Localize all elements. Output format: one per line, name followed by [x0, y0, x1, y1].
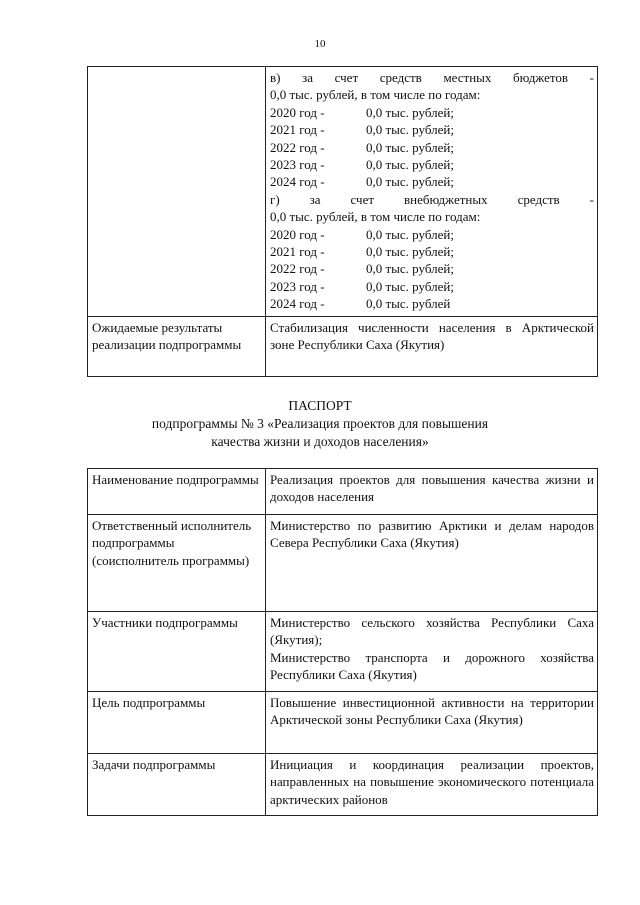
row-value: Повышение инвестиционной активности на территории Арктической зоны Республики Саха (Якутия): [266, 692, 598, 754]
passport-subtitle: подпрограммы № 3 «Реализация проектов для повышения: [151, 416, 489, 431]
extra-budget-total: 0,0 тыс. рублей, в том числе по годам:: [270, 209, 481, 225]
passport-subtitle: качества жизни и доходов населения»: [211, 434, 429, 449]
list-item: 2022 год - 0,0 тыс. рублей;: [270, 261, 454, 277]
table-row: [88, 612, 598, 692]
table-row: [88, 692, 598, 754]
local-budget-heading: в) за счет средств местных бюджетов -: [270, 70, 594, 85]
list-item: 2021 год - 0,0 тыс. рублей;: [270, 244, 454, 260]
page-number: 10: [314, 38, 326, 50]
list-item: 2024 год - 0,0 тыс. рублей;: [270, 174, 454, 190]
empty-label-cell: [88, 67, 266, 317]
passport-heading: [0, 397, 640, 451]
funding-table: [87, 66, 598, 377]
funding-cell: [266, 67, 598, 317]
list-item: 2020 год - 0,0 тыс. рублей;: [270, 104, 454, 120]
row-value: [266, 612, 598, 692]
row-label: Участники подпрограммы: [88, 612, 266, 692]
list-item: 2023 год - 0,0 тыс. рублей;: [270, 278, 454, 294]
participant-item: Министерство сельского хозяйства Республики Саха (Якутия);: [270, 615, 594, 648]
extra-budget-heading: г) за счет внебюджетных средств -: [270, 191, 594, 207]
participant-item: Министерство транспорта и дорожного хозяйства Республики Саха (Якутия): [270, 649, 594, 683]
passport-table: [87, 468, 598, 816]
row-value: Инициация и координация реализации проектов, направленных на повышение экономического потенциала арктических районов: [266, 754, 598, 816]
list-item: 2021 год - 0,0 тыс. рублей;: [270, 122, 454, 138]
table-row: [88, 469, 598, 515]
expected-results-value: Стабилизация численности населения в Арктической зоне Республики Саха (Якутия): [266, 317, 598, 377]
row-label: Ответственный исполнитель подпрограммы (соисполнитель программы): [88, 515, 266, 612]
local-budget-total: 0,0 тыс. рублей, в том числе по годам:: [270, 87, 481, 103]
row-value: Реализация проектов для повышения качества жизни и доходов населения: [266, 469, 598, 515]
row-value: Министерство по развитию Арктики и делам народов Севера Республики Саха (Якутия): [266, 515, 598, 612]
expected-results-label: Ожидаемые результаты реализации подпрограммы: [88, 317, 266, 377]
table-row: [88, 515, 598, 612]
table-row: [88, 317, 598, 377]
list-item: 2024 год - 0,0 тыс. рублей: [270, 296, 451, 312]
row-label: Цель подпрограммы: [88, 692, 266, 754]
passport-title: ПАСПОРТ: [288, 398, 352, 413]
list-item: 2023 год - 0,0 тыс. рублей;: [270, 157, 454, 173]
list-item: 2020 год - 0,0 тыс. рублей;: [270, 226, 454, 242]
list-item: 2022 год - 0,0 тыс. рублей;: [270, 139, 454, 155]
row-label: Задачи подпрограммы: [88, 754, 266, 816]
row-label: Наименование подпрограммы: [88, 469, 266, 515]
table-row: [88, 67, 598, 317]
table-row: [88, 754, 598, 816]
